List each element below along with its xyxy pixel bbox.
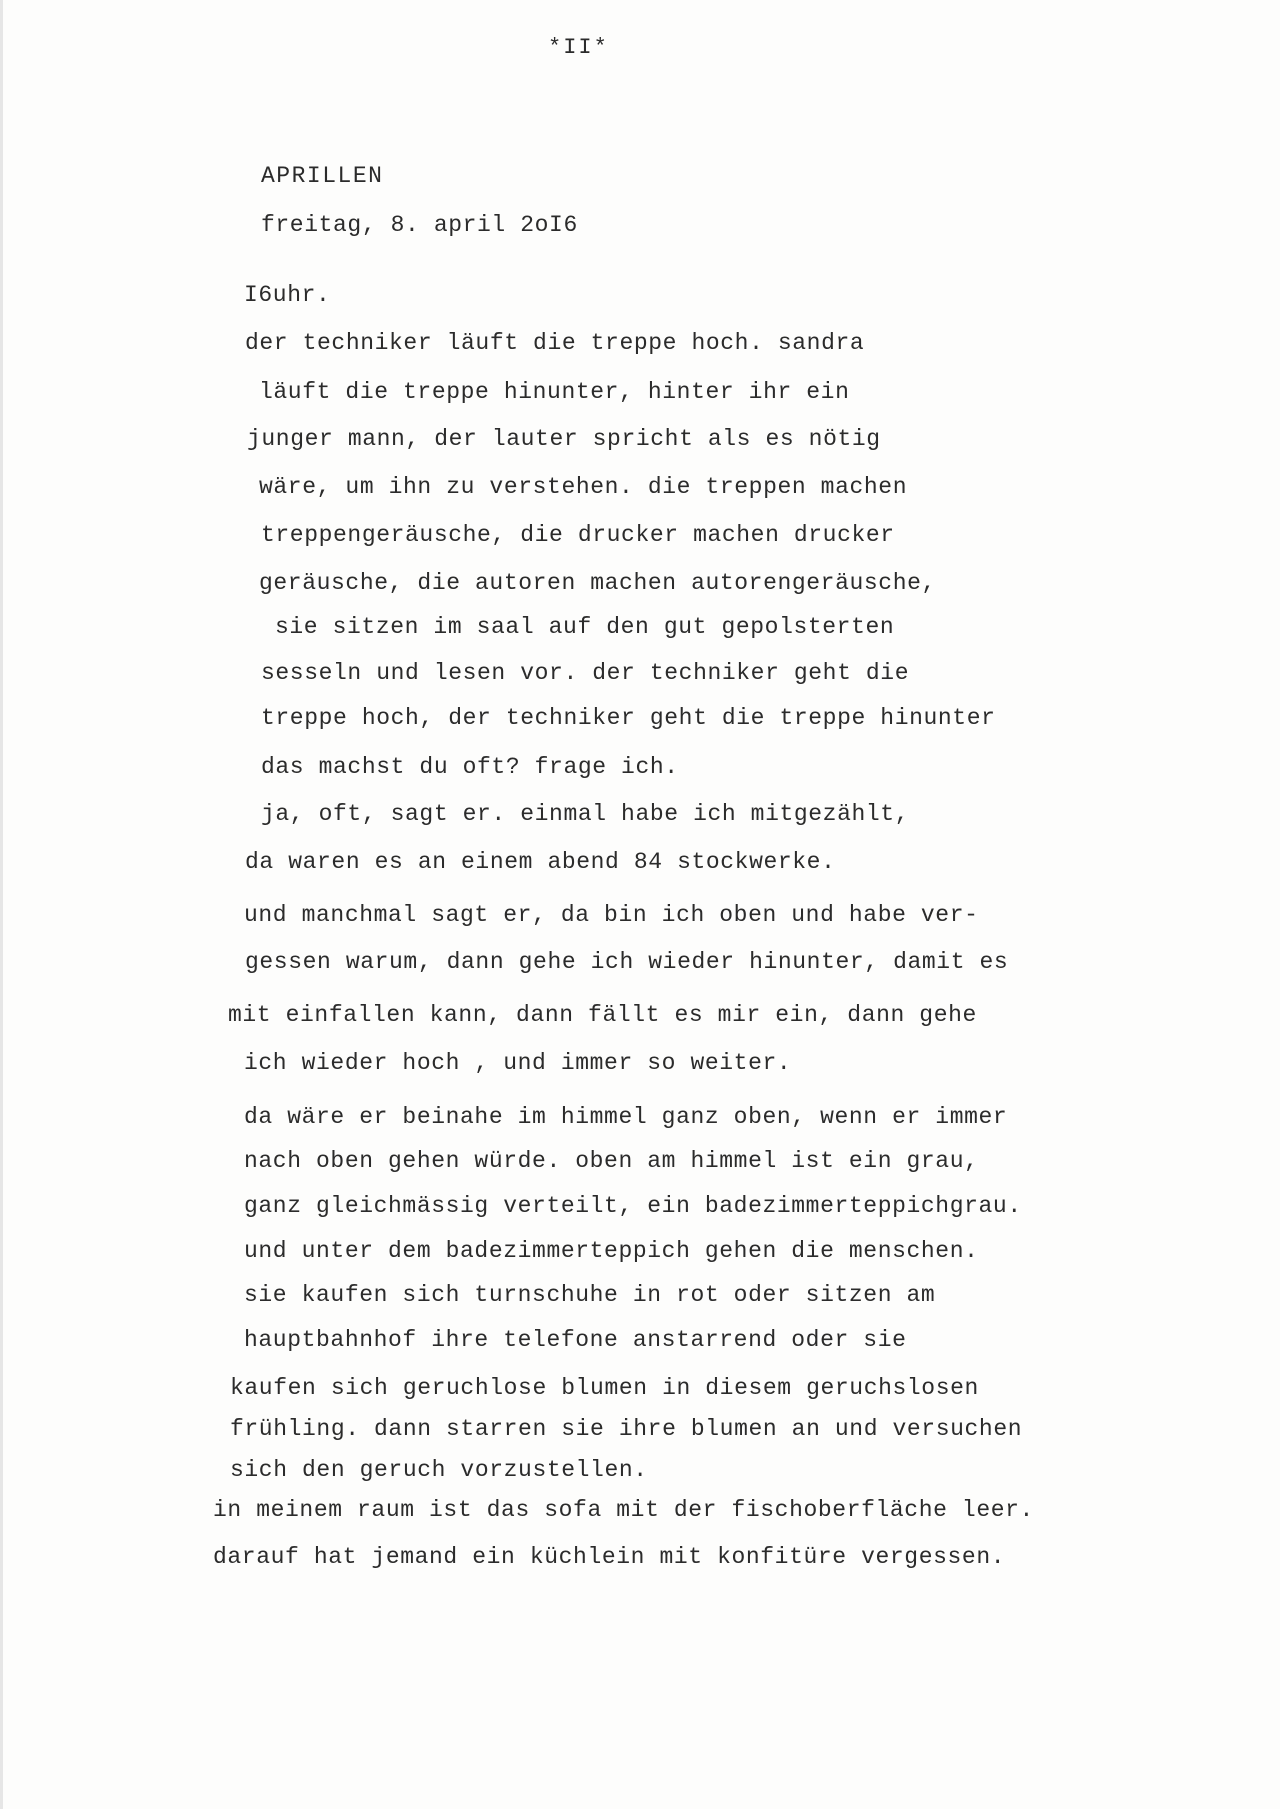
text-line: darauf hat jemand ein küchlein mit konfitüre vergessen. bbox=[213, 1544, 1006, 1570]
page-edge-shadow bbox=[0, 0, 3, 1809]
text-line: treppengeräusche, die drucker machen drucker bbox=[261, 522, 895, 548]
text-line: der techniker läuft die treppe hoch. sandra bbox=[245, 330, 865, 356]
document-title: APRILLEN bbox=[261, 163, 384, 189]
text-line: da wäre er beinahe im himmel ganz oben, wenn er immer bbox=[244, 1104, 1008, 1130]
text-line: und manchmal sagt er, da bin ich oben und habe ver- bbox=[244, 902, 979, 928]
text-line: das machst du oft? frage ich. bbox=[261, 754, 679, 780]
text-line: ich wieder hoch , und immer so weiter. bbox=[244, 1050, 792, 1076]
text-line: ganz gleichmässig verteilt, ein badezimmerteppichgrau. bbox=[244, 1193, 1022, 1219]
text-line: hauptbahnhof ihre telefone anstarrend oder sie bbox=[244, 1327, 907, 1353]
text-line: nach oben gehen würde. oben am himmel ist ein grau, bbox=[244, 1148, 979, 1174]
text-line: sich den geruch vorzustellen. bbox=[230, 1457, 648, 1483]
text-line: und unter dem badezimmerteppich gehen die menschen. bbox=[244, 1238, 979, 1264]
text-line: wäre, um ihn zu verstehen. die treppen machen bbox=[259, 474, 908, 500]
text-line: sie sitzen im saal auf den gut gepolsterten bbox=[275, 614, 895, 640]
text-line: gessen warum, dann gehe ich wieder hinunter, damit es bbox=[245, 949, 1009, 975]
date-line: freitag, 8. april 2oI6 bbox=[261, 212, 578, 238]
text-line: treppe hoch, der techniker geht die treppe hinunter bbox=[261, 705, 996, 731]
time-line: I6uhr. bbox=[244, 282, 331, 308]
page-number-header: *II* bbox=[548, 35, 609, 60]
text-line: da waren es an einem abend 84 stockwerke. bbox=[245, 849, 836, 875]
text-line: läuft die treppe hinunter, hinter ihr ein bbox=[259, 379, 850, 405]
text-line: geräusche, die autoren machen autorengeräusche, bbox=[259, 570, 936, 596]
text-line: in meinem raum ist das sofa mit der fischoberfläche leer. bbox=[213, 1497, 1034, 1523]
text-line: mit einfallen kann, dann fällt es mir ein, dann gehe bbox=[228, 1002, 977, 1028]
text-line: ja, oft, sagt er. einmal habe ich mitgezählt, bbox=[261, 801, 910, 827]
text-line: frühling. dann starren sie ihre blumen an und versuchen bbox=[230, 1416, 1023, 1442]
text-line: junger mann, der lauter spricht als es nötig bbox=[247, 426, 881, 452]
text-line: sesseln und lesen vor. der techniker geht die bbox=[261, 660, 910, 686]
text-line: kaufen sich geruchlose blumen in diesem geruchslosen bbox=[230, 1375, 979, 1401]
text-line: sie kaufen sich turnschuhe in rot oder sitzen am bbox=[244, 1282, 936, 1308]
